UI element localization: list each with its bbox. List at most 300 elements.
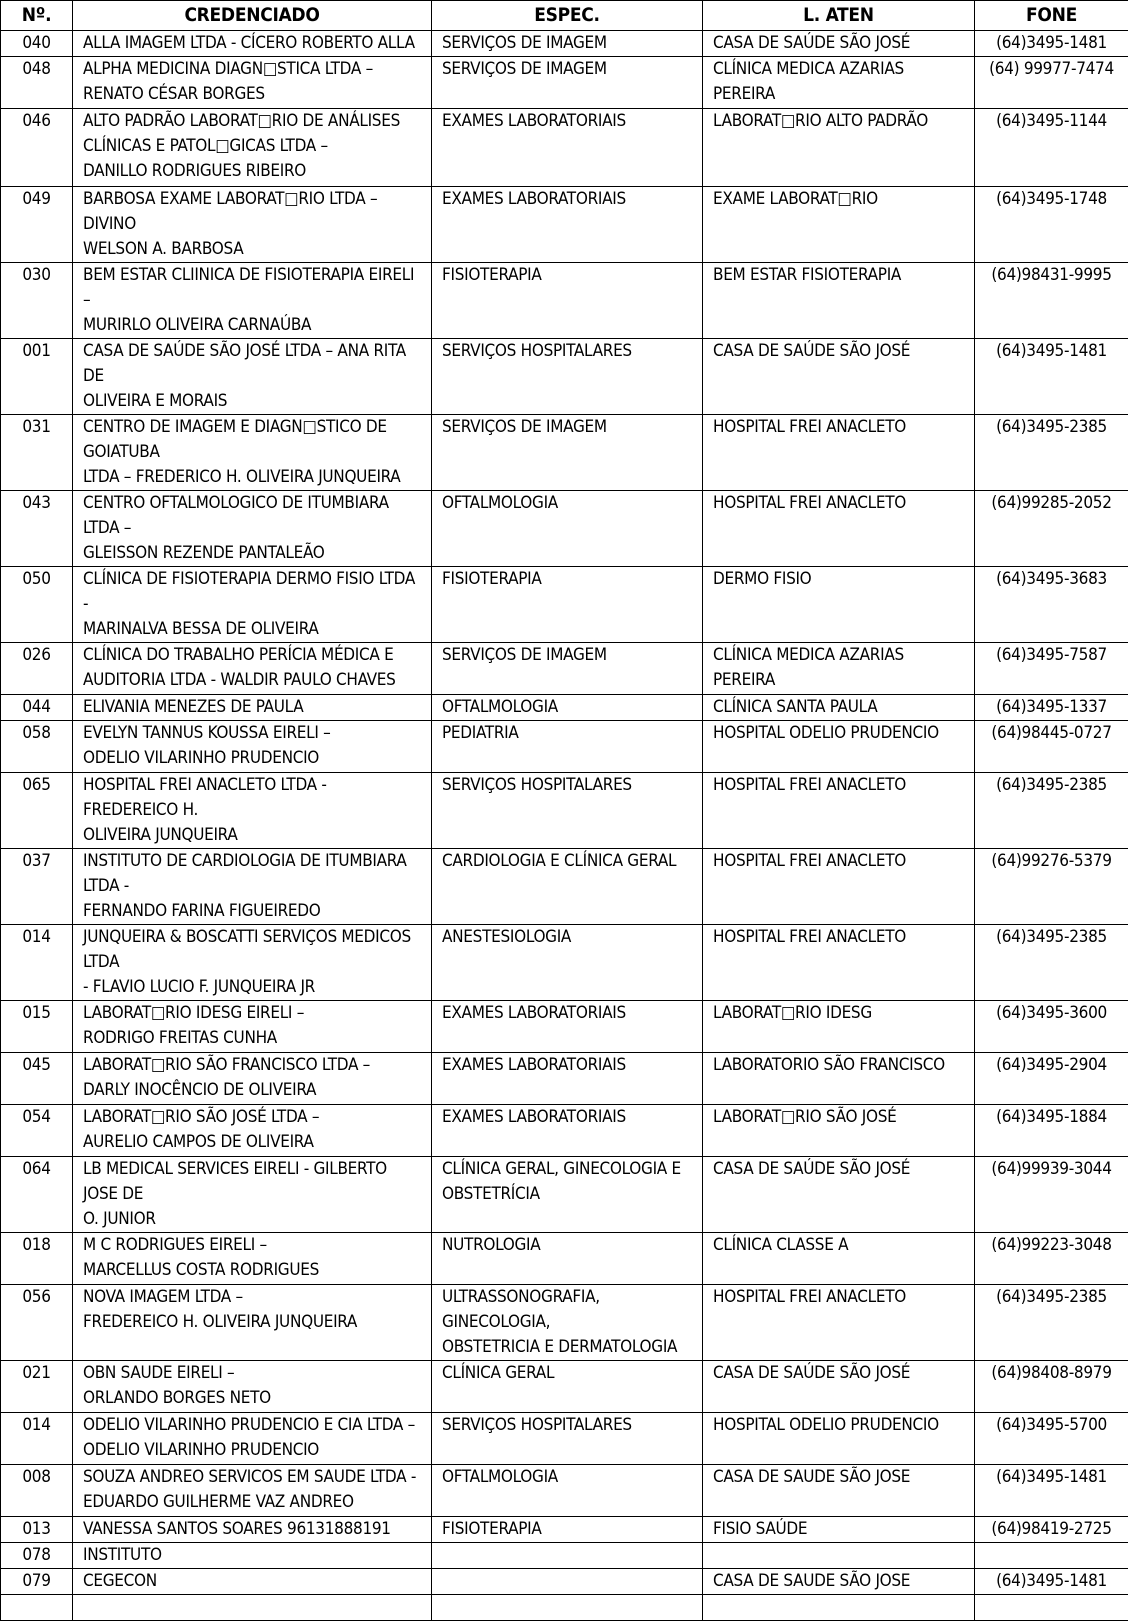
- cell-local-text: LABORAT□RIO SÃO JOSÉ: [713, 1105, 964, 1130]
- cell-credenciado-text: ALLA IMAGEM LTDA - CÍCERO ROBERTO ALLA: [83, 31, 421, 56]
- cell-espec-text: EXAMES LABORATORIAIS: [442, 187, 692, 212]
- table-row: [1, 1361, 1128, 1413]
- cell-local-text: HOSPITAL FREI ANACLETO: [713, 773, 964, 798]
- cell-espec: [432, 109, 703, 187]
- cell-credenciado: [73, 1517, 432, 1543]
- cell-fone-text: (64)98419-2725: [977, 1517, 1126, 1542]
- cell-fone: [975, 31, 1128, 57]
- cell-local: [703, 1157, 975, 1233]
- cell-espec: [432, 695, 703, 721]
- cell-espec: [432, 415, 703, 491]
- cell-credenciado-text: CENTRO DE IMAGEM E DIAGN□STICO DE GOIATUBA LTDA – FREDERICO H. OLIVEIRA JUNQUEIRA: [83, 415, 421, 490]
- cell-espec: [432, 57, 703, 109]
- cell-num-text: 049: [3, 187, 70, 212]
- cell-local: [703, 187, 975, 263]
- cell-fone: [975, 1001, 1128, 1053]
- cell-espec-text: SERVIÇOS DE IMAGEM: [442, 415, 692, 440]
- cell-credenciado: [73, 57, 432, 109]
- table-row: [1, 1413, 1128, 1465]
- cell-fone-text: (64)3495-5700: [977, 1413, 1126, 1438]
- cell-espec-text: SERVIÇOS HOSPITALARES: [442, 339, 692, 364]
- cell-fone: [975, 1053, 1128, 1105]
- cell-fone-text: (64)3495-7587: [977, 643, 1126, 668]
- table-row: [1, 567, 1128, 643]
- cell-espec: [432, 1413, 703, 1465]
- cell-local: [703, 1105, 975, 1157]
- cell-local: [703, 1543, 975, 1569]
- cell-credenciado: [73, 1543, 432, 1569]
- cell-num: [1, 695, 73, 721]
- cell-espec: [432, 1517, 703, 1543]
- cell-fone: [975, 1595, 1128, 1621]
- header-fone: FONE: [975, 1, 1128, 31]
- cell-local: [703, 1569, 975, 1595]
- cell-num-text: 078: [3, 1543, 70, 1568]
- cell-espec-text: FISIOTERAPIA: [442, 263, 692, 288]
- cell-num: [1, 721, 73, 773]
- cell-fone-text: (64)3495-1481: [977, 1569, 1126, 1594]
- cell-local-text: DERMO FISIO: [713, 567, 964, 592]
- table-row: [1, 1543, 1128, 1569]
- cell-fone-text: (64)99939-3044: [977, 1157, 1126, 1182]
- cell-num-text: 065: [3, 773, 70, 798]
- cell-fone: [975, 1285, 1128, 1361]
- cell-num: [1, 1233, 73, 1285]
- cell-local: [703, 1413, 975, 1465]
- cell-fone-text: (64)99276-5379: [977, 849, 1126, 874]
- cell-local-text: CASA DE SAÚDE SÃO JOSÉ: [713, 1157, 964, 1182]
- cell-local: [703, 567, 975, 643]
- cell-num: [1, 31, 73, 57]
- table-row: [1, 263, 1128, 339]
- cell-espec-text: SERVIÇOS HOSPITALARES: [442, 773, 692, 798]
- cell-fone: [975, 1157, 1128, 1233]
- cell-num: [1, 1361, 73, 1413]
- table-body: [1, 31, 1128, 1621]
- cell-num-text: 014: [3, 1413, 70, 1438]
- cell-num: [1, 1157, 73, 1233]
- cell-espec-text: OFTALMOLOGIA: [442, 491, 692, 516]
- cell-credenciado-text: SOUZA ANDREO SERVICOS EM SAUDE LTDA - EDUARDO GUILHERME VAZ ANDREO: [83, 1465, 421, 1515]
- cell-local: [703, 109, 975, 187]
- cell-fone: [975, 109, 1128, 187]
- table-row: [1, 31, 1128, 57]
- cell-espec-text: FISIOTERAPIA: [442, 567, 692, 592]
- cell-num-text: 001: [3, 339, 70, 364]
- cell-espec: [432, 721, 703, 773]
- cell-num-text: 064: [3, 1157, 70, 1182]
- header-espec: ESPEC.: [432, 1, 703, 31]
- cell-credenciado: [73, 925, 432, 1001]
- cell-espec: [432, 1285, 703, 1361]
- cell-num-text: 014: [3, 925, 70, 950]
- cell-local-text: FISIO SAÚDE: [713, 1517, 964, 1542]
- cell-fone-text: (64)98445-0727: [977, 721, 1126, 746]
- cell-espec-text: SERVIÇOS DE IMAGEM: [442, 57, 692, 82]
- cell-num-text: 037: [3, 849, 70, 874]
- cell-espec: [432, 1569, 703, 1595]
- cell-credenciado: [73, 643, 432, 695]
- cell-credenciado: [73, 31, 432, 57]
- cell-num: [1, 1001, 73, 1053]
- cell-local-text: CASA DE SAÚDE SÃO JOSÉ: [713, 31, 964, 56]
- cell-espec: [432, 31, 703, 57]
- cell-espec-text: CLÍNICA GERAL, GINECOLOGIA E OBSTETRÍCIA: [442, 1157, 692, 1207]
- cell-fone: [975, 57, 1128, 109]
- cell-num: [1, 415, 73, 491]
- cell-espec-text: EXAMES LABORATORIAIS: [442, 1053, 692, 1078]
- cell-local: [703, 773, 975, 849]
- table-row: [1, 925, 1128, 1001]
- cell-credenciado-text: LABORAT□RIO SÃO FRANCISCO LTDA – DARLY INOCÊNCIO DE OLIVEIRA: [83, 1053, 421, 1103]
- cell-fone: [975, 1465, 1128, 1517]
- cell-credenciado: [73, 721, 432, 773]
- cell-fone: [975, 491, 1128, 567]
- cell-espec-text: CARDIOLOGIA E CLÍNICA GERAL: [442, 849, 692, 874]
- cell-num: [1, 1465, 73, 1517]
- cell-credenciado-text: CASA DE SAÚDE SÃO JOSÉ LTDA – ANA RITA DE OLIVEIRA E MORAIS: [83, 339, 421, 414]
- cell-local: [703, 491, 975, 567]
- cell-local-text: CASA DE SAÚDE SÃO JOSÉ: [713, 1361, 964, 1386]
- cell-fone: [975, 1543, 1128, 1569]
- cell-fone-text: (64)3495-1884: [977, 1105, 1126, 1130]
- cell-fone: [975, 1105, 1128, 1157]
- cell-fone: [975, 1233, 1128, 1285]
- table-row: [1, 187, 1128, 263]
- cell-credenciado: [73, 491, 432, 567]
- table-row: [1, 415, 1128, 491]
- cell-credenciado: [73, 1413, 432, 1465]
- cell-num-text: 018: [3, 1233, 70, 1258]
- cell-local-text: CASA DE SAÚDE SÃO JOSÉ: [713, 339, 964, 364]
- cell-fone: [975, 1517, 1128, 1543]
- header-row: [1, 1, 1128, 31]
- cell-local-text: LABORAT□RIO IDESG: [713, 1001, 964, 1026]
- cell-local-text: CASA DE SAUDE SÃO JOSE: [713, 1569, 964, 1594]
- cell-local-text: HOSPITAL FREI ANACLETO: [713, 415, 964, 440]
- cell-num-text: 040: [3, 31, 70, 56]
- cell-num-text: 013: [3, 1517, 70, 1542]
- cell-num-text: 043: [3, 491, 70, 516]
- cell-credenciado: [73, 567, 432, 643]
- cell-credenciado: [73, 1105, 432, 1157]
- cell-local-text: HOSPITAL FREI ANACLETO: [713, 925, 964, 950]
- cell-fone: [975, 1413, 1128, 1465]
- cell-fone: [975, 567, 1128, 643]
- cell-espec: [432, 1595, 703, 1621]
- cell-credenciado: [73, 187, 432, 263]
- cell-local: [703, 925, 975, 1001]
- cell-fone-text: (64)99223-3048: [977, 1233, 1126, 1258]
- cell-num-text: 026: [3, 643, 70, 668]
- cell-espec: [432, 773, 703, 849]
- cell-fone-text: (64)3495-2385: [977, 1285, 1126, 1310]
- cell-num-text: 079: [3, 1569, 70, 1594]
- cell-fone-text: (64) 99977-7474: [977, 57, 1126, 82]
- cell-credenciado-text: M C RODRIGUES EIRELI – MARCELLUS COSTA RODRIGUES: [83, 1233, 421, 1283]
- table-row: [1, 1595, 1128, 1621]
- cell-espec-text: OFTALMOLOGIA: [442, 1465, 692, 1490]
- cell-credenciado-text: CLÍNICA DO TRABALHO PERÍCIA MÉDICA E AUDITORIA LTDA - WALDIR PAULO CHAVES: [83, 643, 421, 693]
- cell-espec-text: NUTROLOGIA: [442, 1233, 692, 1258]
- cell-fone-text: (64)3495-2904: [977, 1053, 1126, 1078]
- cell-espec: [432, 1053, 703, 1105]
- cell-fone-text: (64)3495-1748: [977, 187, 1126, 212]
- cell-num-text: 031: [3, 415, 70, 440]
- cell-local: [703, 57, 975, 109]
- cell-local-text: HOSPITAL ODELIO PRUDENCIO: [713, 1413, 964, 1438]
- cell-fone-text: (64)3495-1481: [977, 31, 1126, 56]
- table-row: [1, 773, 1128, 849]
- cell-local: [703, 1465, 975, 1517]
- cell-espec: [432, 491, 703, 567]
- cell-fone: [975, 1361, 1128, 1413]
- cell-credenciado: [73, 415, 432, 491]
- cell-espec-text: SERVIÇOS HOSPITALARES: [442, 1413, 692, 1438]
- cell-num: [1, 491, 73, 567]
- cell-credenciado-text: HOSPITAL FREI ANACLETO LTDA - FREDEREICO H. OLIVEIRA JUNQUEIRA: [83, 773, 421, 848]
- cell-local: [703, 31, 975, 57]
- cell-fone: [975, 695, 1128, 721]
- cell-credenciado-text: LB MEDICAL SERVICES EIRELI - GILBERTO JOSE DE O. JUNIOR: [83, 1157, 421, 1232]
- cell-credenciado-text: CENTRO OFTALMOLOGICO DE ITUMBIARA LTDA – GLEISSON REZENDE PANTALEÃO: [83, 491, 421, 566]
- cell-credenciado-text: NOVA IMAGEM LTDA – FREDEREICO H. OLIVEIRA JUNQUEIRA: [83, 1285, 421, 1335]
- cell-espec-text: FISIOTERAPIA: [442, 1517, 692, 1542]
- cell-fone: [975, 721, 1128, 773]
- cell-fone: [975, 415, 1128, 491]
- cell-local: [703, 1053, 975, 1105]
- table-row: [1, 849, 1128, 925]
- cell-fone-text: (64)3495-1144: [977, 109, 1126, 134]
- cell-fone: [975, 187, 1128, 263]
- cell-local: [703, 1285, 975, 1361]
- cell-credenciado-text: LABORAT□RIO SÃO JOSÉ LTDA – AURELIO CAMPOS DE OLIVEIRA: [83, 1105, 421, 1155]
- cell-espec: [432, 1001, 703, 1053]
- cell-num: [1, 567, 73, 643]
- cell-num-text: 044: [3, 695, 70, 720]
- cell-num: [1, 1053, 73, 1105]
- cell-espec-text: SERVIÇOS DE IMAGEM: [442, 643, 692, 668]
- cell-credenciado: [73, 1001, 432, 1053]
- table-row: [1, 695, 1128, 721]
- cell-local-text: CASA DE SAUDE SÃO JOSE: [713, 1465, 964, 1490]
- table-row: [1, 1001, 1128, 1053]
- cell-num: [1, 1105, 73, 1157]
- cell-local: [703, 1361, 975, 1413]
- table-row: [1, 1233, 1128, 1285]
- table-row: [1, 1157, 1128, 1233]
- cell-num-text: 058: [3, 721, 70, 746]
- cell-num-text: 050: [3, 567, 70, 592]
- cell-espec-text: CLÍNICA GERAL: [442, 1361, 692, 1386]
- cell-credenciado: [73, 1361, 432, 1413]
- cell-credenciado: [73, 339, 432, 415]
- cell-credenciado: [73, 1595, 432, 1621]
- cell-local: [703, 1001, 975, 1053]
- cell-credenciado: [73, 263, 432, 339]
- cell-espec-text: EXAMES LABORATORIAIS: [442, 1105, 692, 1130]
- cell-fone-text: (64)3495-2385: [977, 925, 1126, 950]
- cell-credenciado-text: LABORAT□RIO IDESG EIRELI – RODRIGO FREITAS CUNHA: [83, 1001, 421, 1051]
- cell-credenciado-text: BEM ESTAR CLIINICA DE FISIOTERAPIA EIRELI – MURIRLO OLIVEIRA CARNAÚBA: [83, 263, 421, 338]
- cell-credenciado: [73, 1233, 432, 1285]
- cell-espec: [432, 567, 703, 643]
- cell-espec-text: OFTALMOLOGIA: [442, 695, 692, 720]
- cell-fone: [975, 925, 1128, 1001]
- cell-local-text: HOSPITAL ODELIO PRUDENCIO: [713, 721, 964, 746]
- table-row: [1, 57, 1128, 109]
- table-row: [1, 1517, 1128, 1543]
- cell-fone-text: (64)98408-8979: [977, 1361, 1126, 1386]
- cell-local-text: EXAME LABORAT□RIO: [713, 187, 964, 212]
- cell-num: [1, 1285, 73, 1361]
- cell-fone: [975, 263, 1128, 339]
- header-credenciado: CREDENCIADO: [73, 1, 432, 31]
- cell-num: [1, 57, 73, 109]
- cell-credenciado-text: VANESSA SANTOS SOARES 96131888191: [83, 1517, 421, 1542]
- table-row: [1, 1053, 1128, 1105]
- cell-fone-text: (64)3495-1481: [977, 339, 1126, 364]
- cell-credenciado: [73, 1157, 432, 1233]
- cell-local: [703, 1517, 975, 1543]
- cell-local: [703, 643, 975, 695]
- cell-fone: [975, 849, 1128, 925]
- cell-espec: [432, 1465, 703, 1517]
- cell-fone-text: (64)3495-1481: [977, 1465, 1126, 1490]
- cell-num: [1, 1517, 73, 1543]
- cell-fone-text: (64)99285-2052: [977, 491, 1126, 516]
- cell-num-text: 021: [3, 1361, 70, 1386]
- cell-espec: [432, 849, 703, 925]
- cell-espec-text: ANESTESIOLOGIA: [442, 925, 692, 950]
- header-local: L. ATEN: [703, 1, 975, 31]
- cell-local-text: BEM ESTAR FISIOTERAPIA: [713, 263, 964, 288]
- cell-fone-text: (64)3495-3683: [977, 567, 1126, 592]
- cell-local: [703, 263, 975, 339]
- table-row: [1, 339, 1128, 415]
- table-row: [1, 643, 1128, 695]
- cell-credenciado: [73, 1053, 432, 1105]
- cell-num: [1, 187, 73, 263]
- cell-credenciado-text: INSTITUTO DE CARDIOLOGIA DE ITUMBIARA LTDA - FERNANDO FARINA FIGUEIREDO: [83, 849, 421, 924]
- cell-num: [1, 1413, 73, 1465]
- cell-num-text: 046: [3, 109, 70, 134]
- cell-espec: [432, 339, 703, 415]
- cell-num: [1, 849, 73, 925]
- cell-espec: [432, 1157, 703, 1233]
- cell-fone-text: (64)3495-2385: [977, 773, 1126, 798]
- cell-fone: [975, 773, 1128, 849]
- cell-espec: [432, 1105, 703, 1157]
- cell-espec: [432, 1361, 703, 1413]
- cell-espec: [432, 263, 703, 339]
- cell-credenciado: [73, 695, 432, 721]
- header-num: Nº.: [1, 1, 73, 31]
- cell-local-text: CLÍNICA MEDICA AZARIAS PEREIRA: [713, 643, 964, 693]
- table-row: [1, 1569, 1128, 1595]
- cell-credenciado: [73, 1285, 432, 1361]
- cell-credenciado-text: BARBOSA EXAME LABORAT□RIO LTDA – DIVINO WELSON A. BARBOSA: [83, 187, 421, 262]
- cell-num-text: 054: [3, 1105, 70, 1130]
- cell-fone-text: (64)3495-2385: [977, 415, 1126, 440]
- cell-local: [703, 721, 975, 773]
- cell-credenciado-text: JUNQUEIRA & BOSCATTI SERVIÇOS MEDICOS LTDA - FLAVIO LUCIO F. JUNQUEIRA JR: [83, 925, 421, 1000]
- cell-local: [703, 695, 975, 721]
- cell-credenciado: [73, 849, 432, 925]
- cell-espec: [432, 925, 703, 1001]
- cell-num: [1, 643, 73, 695]
- cell-fone-text: (64)98431-9995: [977, 263, 1126, 288]
- cell-local: [703, 1595, 975, 1621]
- cell-espec: [432, 187, 703, 263]
- cell-credenciado: [73, 773, 432, 849]
- cell-credenciado-text: CEGECON: [83, 1569, 421, 1594]
- cell-credenciado: [73, 1465, 432, 1517]
- cell-num-text: 045: [3, 1053, 70, 1078]
- cell-credenciado-text: ALPHA MEDICINA DIAGN□STICA LTDA – RENATO CÉSAR BORGES: [83, 57, 421, 107]
- cell-local-text: CLÍNICA SANTA PAULA: [713, 695, 964, 720]
- cell-fone: [975, 1569, 1128, 1595]
- cell-num-text: 008: [3, 1465, 70, 1490]
- cell-espec-text: EXAMES LABORATORIAIS: [442, 109, 692, 134]
- cell-num: [1, 1595, 73, 1621]
- cell-credenciado-text: OBN SAUDE EIRELI – ORLANDO BORGES NETO: [83, 1361, 421, 1411]
- cell-local-text: LABORAT□RIO ALTO PADRÃO: [713, 109, 964, 134]
- cell-local: [703, 849, 975, 925]
- cell-fone-text: (64)3495-3600: [977, 1001, 1126, 1026]
- cell-espec: [432, 1233, 703, 1285]
- cell-credenciado-text: ALTO PADRÃO LABORAT□RIO DE ANÁLISES CLÍNICAS E PATOL□GICAS LTDA – DANILLO RODRIGUES RIBEIRO: [83, 109, 421, 184]
- cell-local-text: HOSPITAL FREI ANACLETO: [713, 491, 964, 516]
- cell-local-text: HOSPITAL FREI ANACLETO: [713, 1285, 964, 1310]
- cell-credenciado-text: CLÍNICA DE FISIOTERAPIA DERMO FISIO LTDA - MARINALVA BESSA DE OLIVEIRA: [83, 567, 421, 642]
- cell-num: [1, 1569, 73, 1595]
- table-row: [1, 721, 1128, 773]
- cell-fone: [975, 339, 1128, 415]
- cell-local: [703, 415, 975, 491]
- cell-local-text: CLÍNICA CLASSE A: [713, 1233, 964, 1258]
- table-row: [1, 491, 1128, 567]
- cell-espec-text: PEDIATRIA: [442, 721, 692, 746]
- table-row: [1, 1465, 1128, 1517]
- cell-local-text: CLÍNICA MEDICA AZARIAS PEREIRA: [713, 57, 964, 107]
- cell-credenciado-text: ELIVANIA MENEZES DE PAULA: [83, 695, 421, 720]
- cell-credenciado-text: ODELIO VILARINHO PRUDENCIO E CIA LTDA – ODELIO VILARINHO PRUDENCIO: [83, 1413, 421, 1463]
- cell-credenciado-text: EVELYN TANNUS KOUSSA EIRELI – ODELIO VILARINHO PRUDENCIO: [83, 721, 421, 771]
- cell-num-text: 056: [3, 1285, 70, 1310]
- cell-num: [1, 339, 73, 415]
- cell-fone: [975, 643, 1128, 695]
- cell-espec: [432, 643, 703, 695]
- cell-num: [1, 263, 73, 339]
- cell-num: [1, 109, 73, 187]
- cell-num: [1, 773, 73, 849]
- cell-fone-text: (64)3495-1337: [977, 695, 1126, 720]
- cell-espec: [432, 1543, 703, 1569]
- cell-local-text: HOSPITAL FREI ANACLETO: [713, 849, 964, 874]
- cell-credenciado: [73, 109, 432, 187]
- table-row: [1, 1285, 1128, 1361]
- cell-espec-text: ULTRASSONOGRAFIA, GINECOLOGIA, OBSTETRICIA E DERMATOLOGIA: [442, 1285, 692, 1360]
- cell-num: [1, 925, 73, 1001]
- cell-espec-text: EXAMES LABORATORIAIS: [442, 1001, 692, 1026]
- table-row: [1, 109, 1128, 187]
- table-row: [1, 1105, 1128, 1157]
- cell-credenciado-text: INSTITUTO: [83, 1543, 421, 1568]
- cell-credenciado: [73, 1569, 432, 1595]
- cell-num-text: 048: [3, 57, 70, 82]
- cell-espec-text: SERVIÇOS DE IMAGEM: [442, 31, 692, 56]
